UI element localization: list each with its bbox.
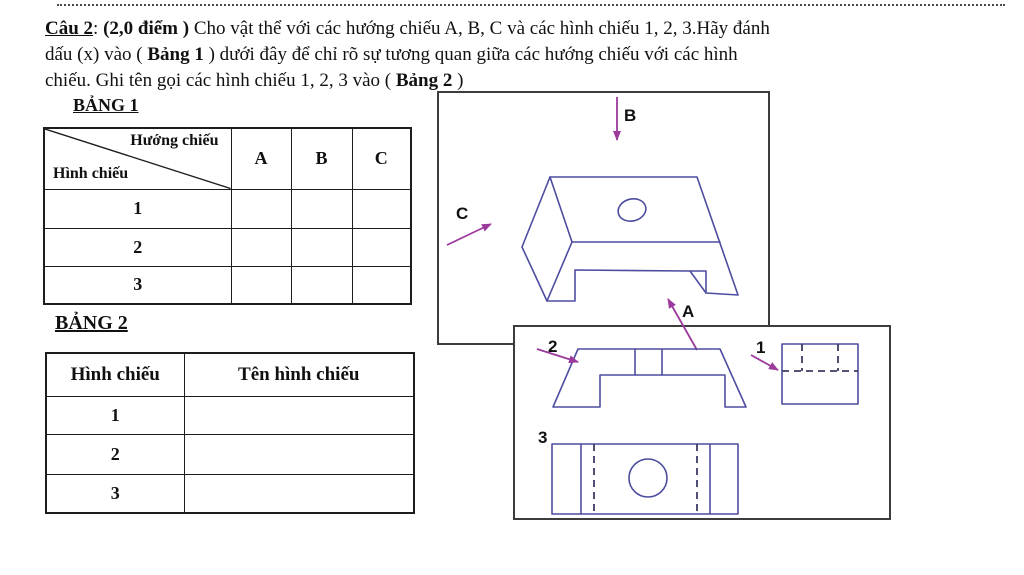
view-label-2: 2: [548, 337, 558, 356]
table1-cell-2A: [231, 228, 291, 266]
table1-cell-2B: [291, 228, 352, 266]
table2-cell-3: [184, 474, 414, 513]
table2-rowheader-3: 3: [46, 474, 184, 513]
direction-label-B: B: [624, 106, 637, 125]
question-line-1: Câu 2: (2,0 điểm ) Cho vật thể với các hướng chiếu A, B, C và các hình chiếu 1, 2, 3.Hãy đánh: [45, 18, 770, 39]
table2-cell-2: [184, 434, 414, 474]
table1-reference: Bảng 1: [147, 44, 204, 65]
table1-row-1: [44, 189, 411, 228]
table1-rowheader-1: 1: [44, 189, 231, 228]
question-number: Câu 2: [45, 18, 94, 39]
table2-title: BẢNG 2: [55, 312, 128, 334]
table1-cell-2C: [352, 228, 411, 266]
table2-rowheader-2: 2: [46, 434, 184, 474]
table1-cell-3B: [291, 266, 352, 304]
view-label-1: 1: [756, 338, 766, 357]
table1-cell-1A: [231, 189, 291, 228]
table2-row-3: [46, 474, 414, 513]
table2-reference: Bảng 2: [395, 70, 453, 91]
table1-cell-1C: [352, 189, 411, 228]
table2: [45, 352, 415, 514]
question-line-2: dấu (x) vào ( Bảng 1 ) dưới đây để chỉ rõ sự tương quan giữa các hướng chiếu với các hình: [45, 44, 738, 65]
table1-rowheader-3: 3: [44, 266, 231, 304]
table2-cell-1: [184, 396, 414, 434]
orthographic-views-box: [513, 325, 891, 520]
table2-colheader-view: Hình chiếu: [46, 353, 184, 396]
table1-cell-3A: [231, 266, 291, 304]
table1-colheader-A: A: [231, 128, 291, 189]
table1-cell-1B: [291, 189, 352, 228]
table2-colheader-name: Tên hình chiếu: [184, 353, 414, 396]
table1-title: BẢNG 1: [73, 95, 139, 115]
table1-rowheader-2: 2: [44, 228, 231, 266]
table1-colheader-B: B: [291, 128, 352, 189]
table2-rowheader-1: 1: [46, 396, 184, 434]
question-points: (2,0 điểm ): [103, 18, 190, 39]
table1-row-2: [44, 228, 411, 266]
pictorial-view-box: [437, 91, 770, 345]
table2-row-2: [46, 434, 414, 474]
direction-label-A: A: [682, 302, 695, 321]
table1: [43, 127, 412, 305]
table1-diagonal-top-label: Hướng chiếu: [130, 132, 219, 149]
view-label-3: 3: [538, 428, 548, 447]
table1-colheader-C: C: [352, 128, 411, 189]
question-line-3: chiếu. Ghi tên gọi các hình chiếu 1, 2, 3 vào ( Bảng 2 ): [45, 70, 464, 91]
table1-diagonal-cell: [44, 128, 231, 189]
direction-label-C: C: [456, 204, 469, 223]
top-dotted-divider: [57, 4, 1005, 6]
table1-row-3: [44, 266, 411, 304]
table2-row-1: [46, 396, 414, 434]
table1-diagonal-bottom-label: Hình chiếu: [53, 164, 129, 182]
table1-cell-3C: [352, 266, 411, 304]
